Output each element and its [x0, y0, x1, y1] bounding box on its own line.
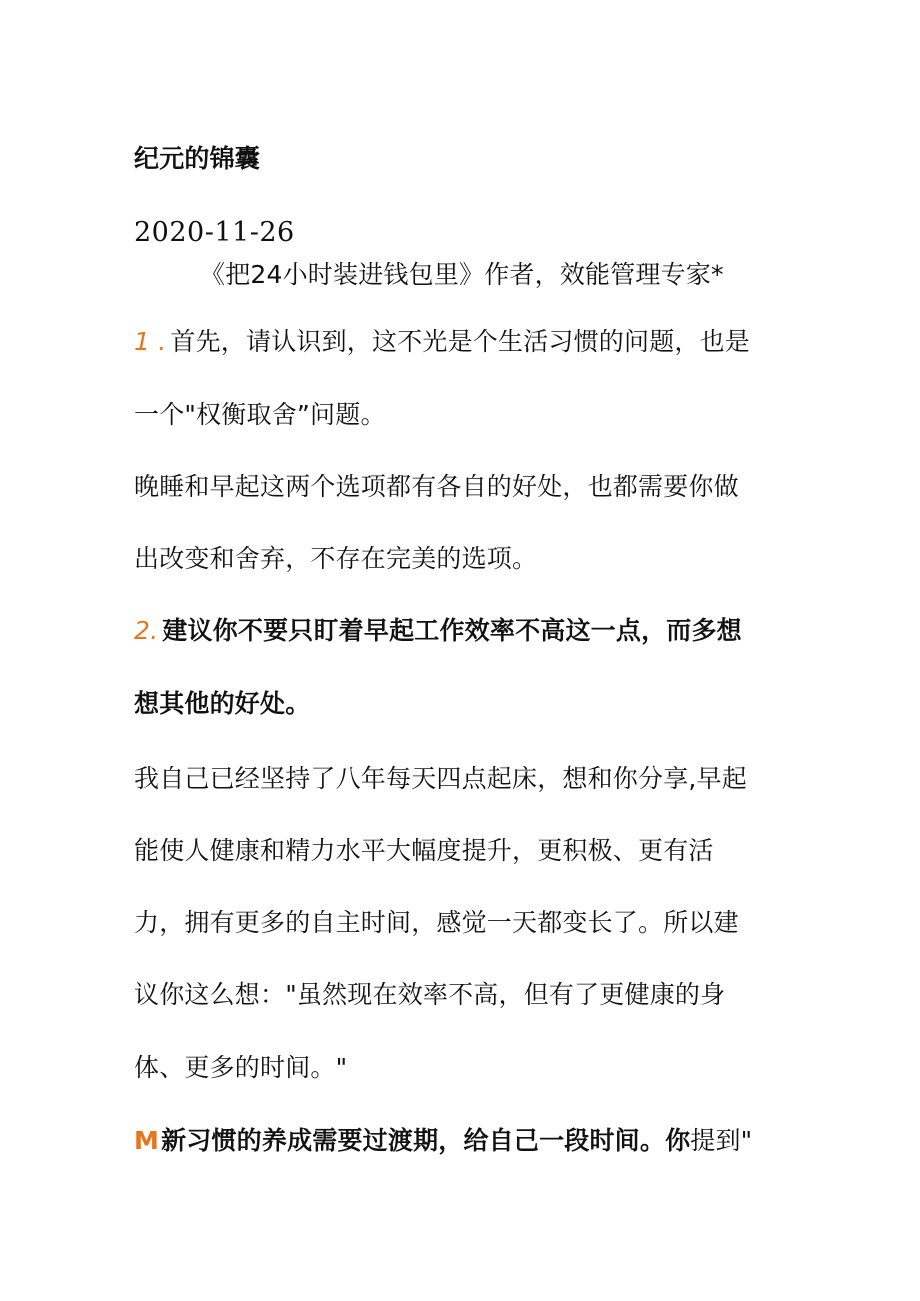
paragraph-line-5 — [134, 614, 742, 648]
line-text: 我自己已经坚持了八年每天四点起床，想和你分享,早起 — [134, 764, 747, 793]
paragraph-line-4 — [134, 542, 537, 576]
paragraph-line-8 — [134, 834, 714, 868]
list-marker-3: M — [134, 1126, 160, 1155]
paragraph-line-3 — [134, 470, 739, 504]
line-text: 体、更多的时间。" — [134, 1053, 348, 1082]
line-text: 议你这么想："虽然现在效率不高，但有了更健康的身 — [134, 980, 726, 1009]
line-text: 首先，请认识到，这不光是个生活习惯的问题，也是 — [170, 327, 751, 356]
document-subtitle: 《把24小时装进钱包里》作者，效能管理专家* — [200, 260, 724, 289]
paragraph-line-10 — [134, 978, 725, 1012]
line-text: 想其他的好处。 — [134, 689, 311, 718]
line-text: 能使人健康和精力水平大幅度提升，更积极、更有活 — [134, 836, 714, 865]
line-text-tail: 提到" — [690, 1126, 753, 1155]
document-date: 2020-11-26 — [134, 217, 295, 248]
document-title: 纪元的锦囊 — [134, 144, 261, 173]
paragraph-line-1 — [134, 325, 750, 359]
paragraph-line-11 — [134, 1051, 347, 1085]
list-marker-1: 1 . — [134, 327, 167, 356]
line-text: 新习惯的养成需要过渡期，给自己一段时间。你 — [161, 1126, 691, 1155]
paragraph-line-2 — [134, 398, 386, 432]
line-text: 一个"权衡取舍”问题。 — [134, 400, 386, 429]
list-marker-2: 2. — [134, 616, 159, 645]
paragraph-line-6 — [134, 687, 310, 721]
line-text: 建议你不要只盯着早起工作效率不高这一点，而多想 — [162, 616, 742, 645]
line-text: 力，拥有更多的自主时间，感觉一天都变长了。所以建 — [134, 908, 739, 937]
line-text: 晚睡和早起这两个选项都有各自的好处，也都需要你做 — [134, 472, 739, 501]
line-text: 出改变和舍弃，不存在完美的选项。 — [134, 544, 538, 573]
paragraph-line-9 — [134, 906, 739, 940]
paragraph-line-7 — [134, 762, 747, 796]
paragraph-line-12 — [134, 1124, 752, 1158]
